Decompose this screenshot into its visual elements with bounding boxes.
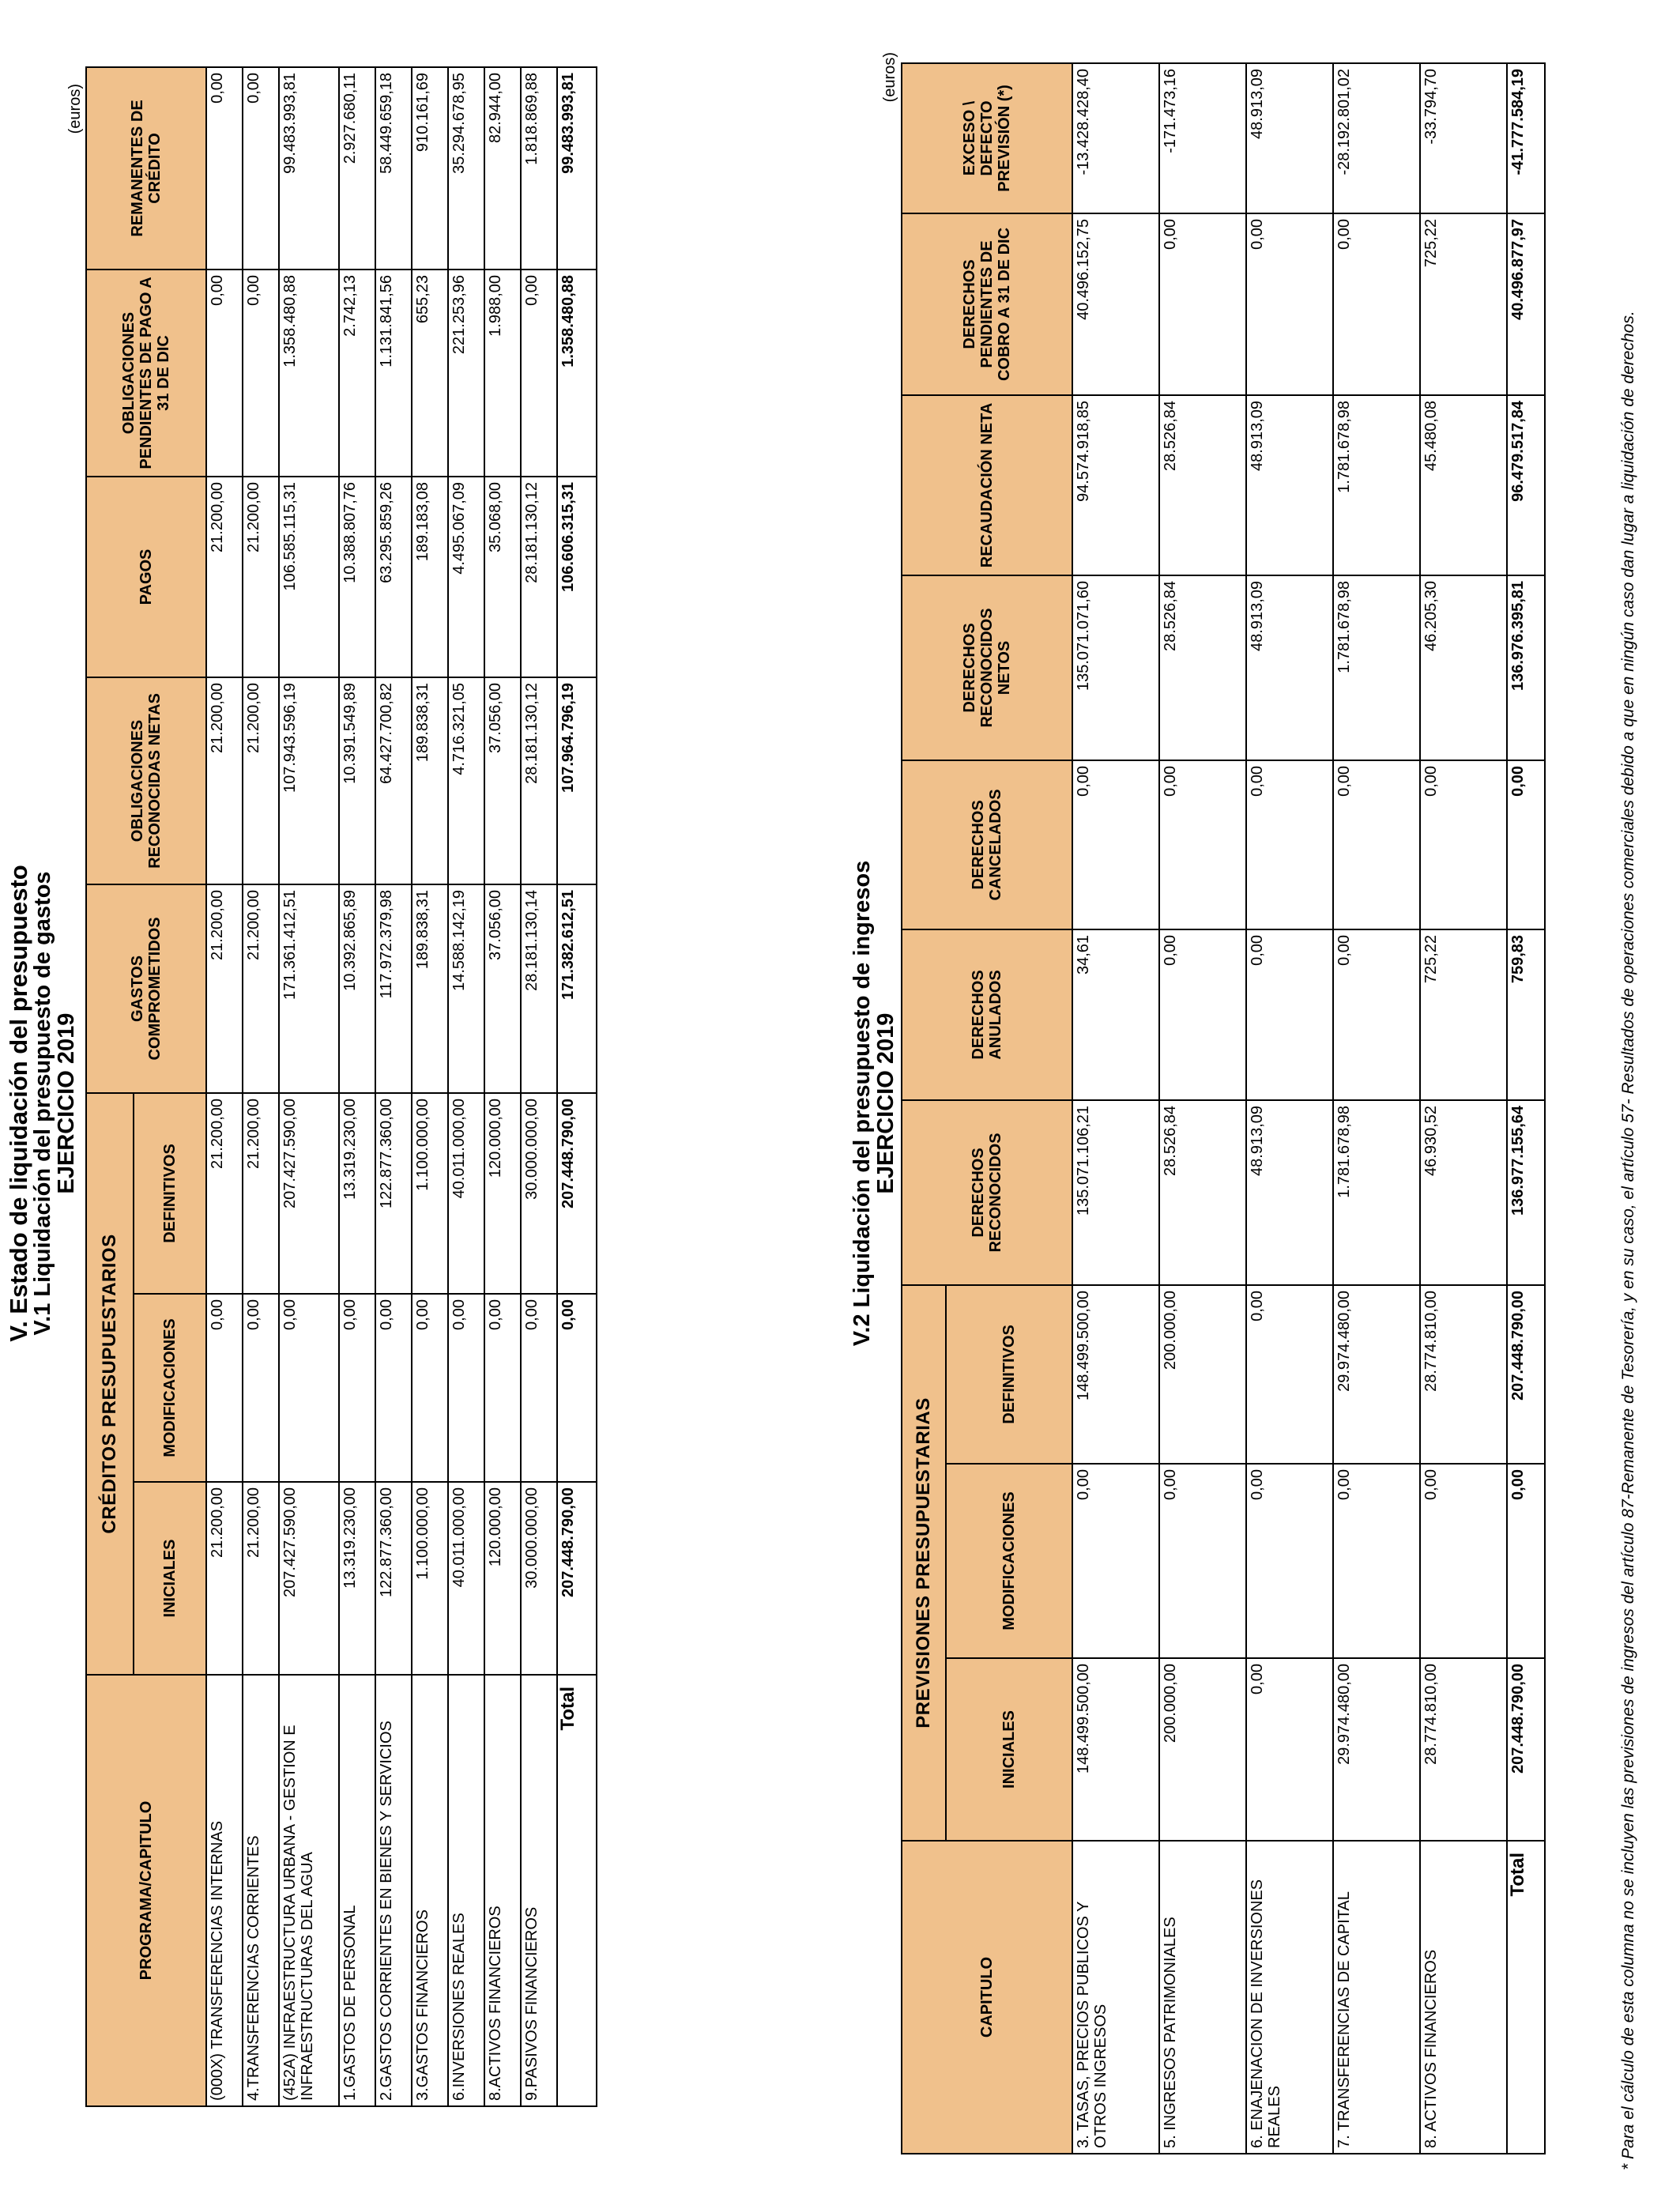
col-header-pendientes-cobro: DERECHOS PENDIENTES DE COBRO A 31 DE DIC: [902, 213, 1072, 395]
table-cell: 148.499.500,00: [1072, 1285, 1159, 1464]
table-cell: 135.071.106,21: [1072, 1100, 1159, 1285]
ingresos-units: (euros): [881, 52, 898, 103]
table-cell: 21.200,00: [243, 1482, 279, 1675]
table-cell: 120.000,00: [484, 1482, 521, 1675]
total-cell: 99.483.993,81: [557, 67, 597, 270]
row-label: 8. ACTIVOS FINANCIEROS: [1420, 1841, 1507, 2154]
table-cell: 120.000,00: [484, 1093, 521, 1294]
row-label: 6.INVERSIONES REALES: [448, 1675, 484, 2106]
row-label: 8.ACTIVOS FINANCIEROS: [484, 1675, 521, 2106]
table-row: [339, 67, 375, 2106]
table-cell: 171.361.412,51: [279, 884, 339, 1093]
col-header-exceso: EXCESO \ DEFECTO PREVISIÓN (*): [902, 63, 1072, 213]
table-cell: 0,00: [1159, 760, 1246, 929]
table-cell: 4.716.321,05: [448, 677, 484, 884]
footnote: * Para el cálculo de esta columna no se incluyen las previsiones de ingresos del artículo 87-Remanente de Tesorería, y en su caso, el artículo 57- Resultados de operaciones comerciales debido a que en ningún caso dan lugar a liquidación de derechos.: [1619, 311, 1637, 2170]
table-cell: 0,00: [521, 1294, 557, 1482]
table-cell: 0,00: [1246, 1658, 1333, 1841]
table-cell: 107.943.596,19: [279, 677, 339, 884]
table-cell: 0,00: [243, 270, 279, 477]
table-cell: 0,00: [243, 1294, 279, 1482]
table-cell: 200.000,00: [1159, 1658, 1246, 1841]
col-header-programa: PROGRAMA/CAPITULO: [86, 1675, 206, 2106]
table-cell: 725,22: [1420, 929, 1507, 1100]
table-cell: 0,00: [412, 1294, 448, 1482]
table-cell: 29.974.480,00: [1333, 1658, 1420, 1841]
table-cell: 1.100.000,00: [412, 1093, 448, 1294]
table-cell: 34,61: [1072, 929, 1159, 1100]
col-header-modificaciones: MODIFICACIONES: [134, 1294, 206, 1482]
table-row: [484, 67, 521, 2106]
col-header-cancelados: DERECHOS CANCELADOS: [902, 760, 1072, 929]
table-cell: 0,00: [279, 1294, 339, 1482]
table-cell: 28.181.130,12: [521, 677, 557, 884]
table-cell: 0,00: [1246, 760, 1333, 929]
table-cell: 94.574.918,85: [1072, 395, 1159, 575]
total-cell: 0,00: [557, 1294, 597, 1482]
table-cell: 1.131.841,56: [375, 270, 412, 477]
table-cell: 148.499.500,00: [1072, 1658, 1159, 1841]
col-header-iniciales: INICIALES: [134, 1482, 206, 1675]
table-row: [521, 67, 557, 2106]
col-header-obligaciones: OBLIGACIONES RECONOCIDAS NETAS: [86, 677, 206, 884]
table-row: [1420, 63, 1507, 2154]
col-header-iniciales: INICIALES: [946, 1658, 1072, 1841]
total-cell: 207.448.790,00: [1507, 1658, 1545, 1841]
total-cell: 1.358.480,88: [557, 270, 597, 477]
table-cell: 0,00: [339, 1294, 375, 1482]
table-cell: 0,00: [1246, 1285, 1333, 1464]
total-cell: 136.977.155,64: [1507, 1100, 1545, 1285]
table-cell: 10.388.807,76: [339, 477, 375, 677]
table-cell: 655,23: [412, 270, 448, 477]
table-row: [1159, 63, 1246, 2154]
ingresos-subtitle: V.2 Liquidación del presupuesto de ingresos: [849, 860, 875, 1347]
table-row: [279, 67, 339, 2106]
table-cell: 82.944,00: [484, 67, 521, 270]
row-label: 5. INGRESOS PATRIMONIALES: [1159, 1841, 1246, 2154]
table-row: [206, 67, 243, 2106]
table-cell: 40.496.152,75: [1072, 213, 1159, 395]
table-cell: 106.585.115,31: [279, 477, 339, 677]
table-row: [243, 67, 279, 2106]
col-header-reconocidos-netos: DERECHOS RECONOCIDOS NETOS: [902, 575, 1072, 760]
table-cell: 2.742,13: [339, 270, 375, 477]
table-cell: 207.427.590,00: [279, 1093, 339, 1294]
table-row: [1072, 63, 1159, 2154]
table-cell: 28.181.130,14: [521, 884, 557, 1093]
table-cell: 0,00: [521, 270, 557, 477]
table-cell: 189.183,08: [412, 477, 448, 677]
table-cell: 28.526,84: [1159, 1100, 1246, 1285]
total-cell: 759,83: [1507, 929, 1545, 1100]
row-label: 1.GASTOS DE PERSONAL: [339, 1675, 375, 2106]
table-cell: 28.526,84: [1159, 575, 1246, 760]
table-cell: -13.428.428,40: [1072, 63, 1159, 213]
table-cell: 48.913,09: [1246, 63, 1333, 213]
row-label: 7. TRANSFERENCIAS DE CAPITAL: [1333, 1841, 1420, 2154]
table-cell: 0,00: [1159, 213, 1246, 395]
table-cell: -33.794,70: [1420, 63, 1507, 213]
col-header-recaudacion: RECAUDACIÓN NETA: [902, 395, 1072, 575]
table-cell: 21.200,00: [206, 1482, 243, 1675]
table-cell: 28.181.130,12: [521, 477, 557, 677]
table-cell: 48.913,09: [1246, 1100, 1333, 1285]
table-cell: 21.200,00: [243, 1093, 279, 1294]
table-cell: 200.000,00: [1159, 1285, 1246, 1464]
table-cell: 45.480,08: [1420, 395, 1507, 575]
table-cell: 0,00: [1246, 213, 1333, 395]
table-cell: -28.192.801,02: [1333, 63, 1420, 213]
table-cell: 13.319.230,00: [339, 1482, 375, 1675]
table-row: [375, 67, 412, 2106]
total-label: Total: [1507, 1841, 1545, 2154]
page-title: V. Estado de liquidación del presupuesto: [5, 865, 32, 1342]
table-cell: 21.200,00: [206, 677, 243, 884]
row-label: 3.GASTOS FINANCIEROS: [412, 1675, 448, 2106]
ingresos-table: [901, 62, 1546, 2154]
row-label: 3. TASAS, PRECIOS PUBLICOS Y OTROS INGRESOS: [1072, 1841, 1159, 2154]
total-cell: 136.976.395,81: [1507, 575, 1545, 760]
table-cell: 10.391.549,89: [339, 677, 375, 884]
ingresos-ejercicio: EJERCICIO 2019: [873, 1012, 898, 1194]
table-cell: 1.781.678,98: [1333, 1100, 1420, 1285]
total-row: [557, 67, 597, 2106]
table-cell: 21.200,00: [243, 884, 279, 1093]
table-cell: 0,00: [1159, 1464, 1246, 1658]
table-cell: 0,00: [484, 1294, 521, 1482]
table-row: [1246, 63, 1333, 2154]
col-header-definitivos: DEFINITIVOS: [946, 1285, 1072, 1464]
table-cell: 0,00: [1420, 1464, 1507, 1658]
table-cell: 21.200,00: [206, 477, 243, 677]
total-row: [1507, 63, 1545, 2154]
table-cell: 48.913,09: [1246, 395, 1333, 575]
col-header-derechos-reconocidos: DERECHOS RECONOCIDOS: [902, 1100, 1072, 1285]
table-cell: 4.495.067,09: [448, 477, 484, 677]
table-cell: 0,00: [448, 1294, 484, 1482]
table-cell: 37.056,00: [484, 677, 521, 884]
col-header-capitulo: CAPITULO: [902, 1841, 1072, 2154]
table-cell: 30.000.000,00: [521, 1482, 557, 1675]
total-cell: 0,00: [1507, 1464, 1545, 1658]
table-cell: 99.483.993,81: [279, 67, 339, 270]
table-cell: 135.071.071,60: [1072, 575, 1159, 760]
table-cell: 0,00: [1333, 760, 1420, 929]
table-cell: 122.877.360,00: [375, 1093, 412, 1294]
gastos-table: [85, 66, 597, 2107]
table-cell: 0,00: [1072, 1464, 1159, 1658]
table-cell: 21.200,00: [243, 477, 279, 677]
table-cell: 0,00: [206, 67, 243, 270]
table-cell: 117.972.379,98: [375, 884, 412, 1093]
table-cell: 14.588.142,19: [448, 884, 484, 1093]
table-cell: 0,00: [1420, 760, 1507, 929]
total-cell: 171.382.612,51: [557, 884, 597, 1093]
table-cell: 725,22: [1420, 213, 1507, 395]
table-cell: 28.774.810,00: [1420, 1658, 1507, 1841]
table-cell: 0,00: [1246, 1464, 1333, 1658]
table-cell: 0,00: [1246, 929, 1333, 1100]
table-cell: 1.818.869,88: [521, 67, 557, 270]
table-cell: 21.200,00: [206, 1093, 243, 1294]
table-cell: 29.974.480,00: [1333, 1285, 1420, 1464]
row-label: (452A) INFRAESTRUCTURA URBANA - GESTION E INFRAESTRUCTURAS DEL AGUA: [279, 1675, 339, 2106]
table-cell: 0,00: [1333, 213, 1420, 395]
group-header-creditos: CRÉDITOS PRESUPUESTARIOS: [86, 1093, 134, 1675]
table-cell: 910.161,69: [412, 67, 448, 270]
table-cell: 64.427.700,82: [375, 677, 412, 884]
col-header-comprometidos: GASTOS COMPROMETIDOS: [86, 884, 206, 1093]
group-header-previsiones: PREVISIONES PRESUPUESTARIAS: [902, 1285, 946, 1841]
table-cell: 58.449.659,18: [375, 67, 412, 270]
table-cell: 28.526,84: [1159, 395, 1246, 575]
table-cell: 0,00: [1333, 1464, 1420, 1658]
total-cell: 207.448.790,00: [557, 1093, 597, 1294]
total-cell: 207.448.790,00: [1507, 1285, 1545, 1464]
table-row: [1333, 63, 1420, 2154]
total-cell: 207.448.790,00: [557, 1482, 597, 1675]
row-label: 6. ENAJENACION DE INVERSIONES REALES: [1246, 1841, 1333, 2154]
table-cell: 1.358.480,88: [279, 270, 339, 477]
table-cell: 10.392.865,89: [339, 884, 375, 1093]
table-cell: 0,00: [206, 270, 243, 477]
col-header-anulados: DERECHOS ANULADOS: [902, 929, 1072, 1100]
col-header-pendientes: OBLIGACIONES PENDIENTES DE PAGO A 31 DE DIC: [86, 270, 206, 477]
table-cell: 0,00: [206, 1294, 243, 1482]
col-header-modificaciones: MODIFICACIONES: [946, 1464, 1072, 1658]
table-row: [448, 67, 484, 2106]
table-cell: 1.988,00: [484, 270, 521, 477]
total-cell: 106.606.315,31: [557, 477, 597, 677]
table-cell: 46.205,30: [1420, 575, 1507, 760]
table-cell: 0,00: [1072, 760, 1159, 929]
col-header-definitivos: DEFINITIVOS: [134, 1093, 206, 1294]
table-cell: 207.427.590,00: [279, 1482, 339, 1675]
table-cell: 0,00: [1159, 929, 1246, 1100]
total-cell: -41.777.584,19: [1507, 63, 1545, 213]
table-cell: 37.056,00: [484, 884, 521, 1093]
table-cell: -171.473,16: [1159, 63, 1246, 213]
table-cell: 0,00: [375, 1294, 412, 1482]
total-cell: 0,00: [1507, 760, 1545, 929]
table-cell: 189.838,31: [412, 884, 448, 1093]
total-cell: 107.964.796,19: [557, 677, 597, 884]
table-cell: 221.253,96: [448, 270, 484, 477]
table-cell: 28.774.810,00: [1420, 1285, 1507, 1464]
row-label: 2.GASTOS CORRIENTES EN BIENES Y SERVICIOS: [375, 1675, 412, 2106]
row-label: (000X) TRANSFERENCIAS INTERNAS: [206, 1675, 243, 2106]
table-cell: 30.000.000,00: [521, 1093, 557, 1294]
table-cell: 1.100.000,00: [412, 1482, 448, 1675]
gastos-units: (euros): [66, 84, 84, 134]
row-label: 9.PASIVOS FINANCIEROS: [521, 1675, 557, 2106]
table-cell: 189.838,31: [412, 677, 448, 884]
total-cell: 96.479.517,84: [1507, 395, 1545, 575]
table-cell: 0,00: [1333, 929, 1420, 1100]
table-cell: 122.877.360,00: [375, 1482, 412, 1675]
col-header-remanentes: REMANENTES DE CRÉDITO: [86, 67, 206, 270]
table-cell: 48.913,09: [1246, 575, 1333, 760]
table-cell: 21.200,00: [206, 884, 243, 1093]
total-cell: 40.496.877,97: [1507, 213, 1545, 395]
table-cell: 35.294.678,95: [448, 67, 484, 270]
table-cell: 35.068,00: [484, 477, 521, 677]
table-cell: 1.781.678,98: [1333, 575, 1420, 760]
table-cell: 2.927.680,11: [339, 67, 375, 270]
row-label: 4.TRANSFERENCIAS CORRIENTES: [243, 1675, 279, 2106]
table-cell: 13.319.230,00: [339, 1093, 375, 1294]
table-cell: 40.011.000,00: [448, 1093, 484, 1294]
table-row: [412, 67, 448, 2106]
table-cell: 21.200,00: [243, 677, 279, 884]
table-cell: 40.011.000,00: [448, 1482, 484, 1675]
table-cell: 63.295.859,26: [375, 477, 412, 677]
table-cell: 0,00: [243, 67, 279, 270]
table-cell: 46.930,52: [1420, 1100, 1507, 1285]
col-header-pagos: PAGOS: [86, 477, 206, 677]
gastos-ejercicio: EJERCICIO 2019: [54, 1012, 79, 1194]
total-label: Total: [557, 1675, 597, 2106]
table-cell: 1.781.678,98: [1333, 395, 1420, 575]
gastos-subtitle: V.1 Liquidación del presupuesto de gastos: [30, 871, 55, 1336]
